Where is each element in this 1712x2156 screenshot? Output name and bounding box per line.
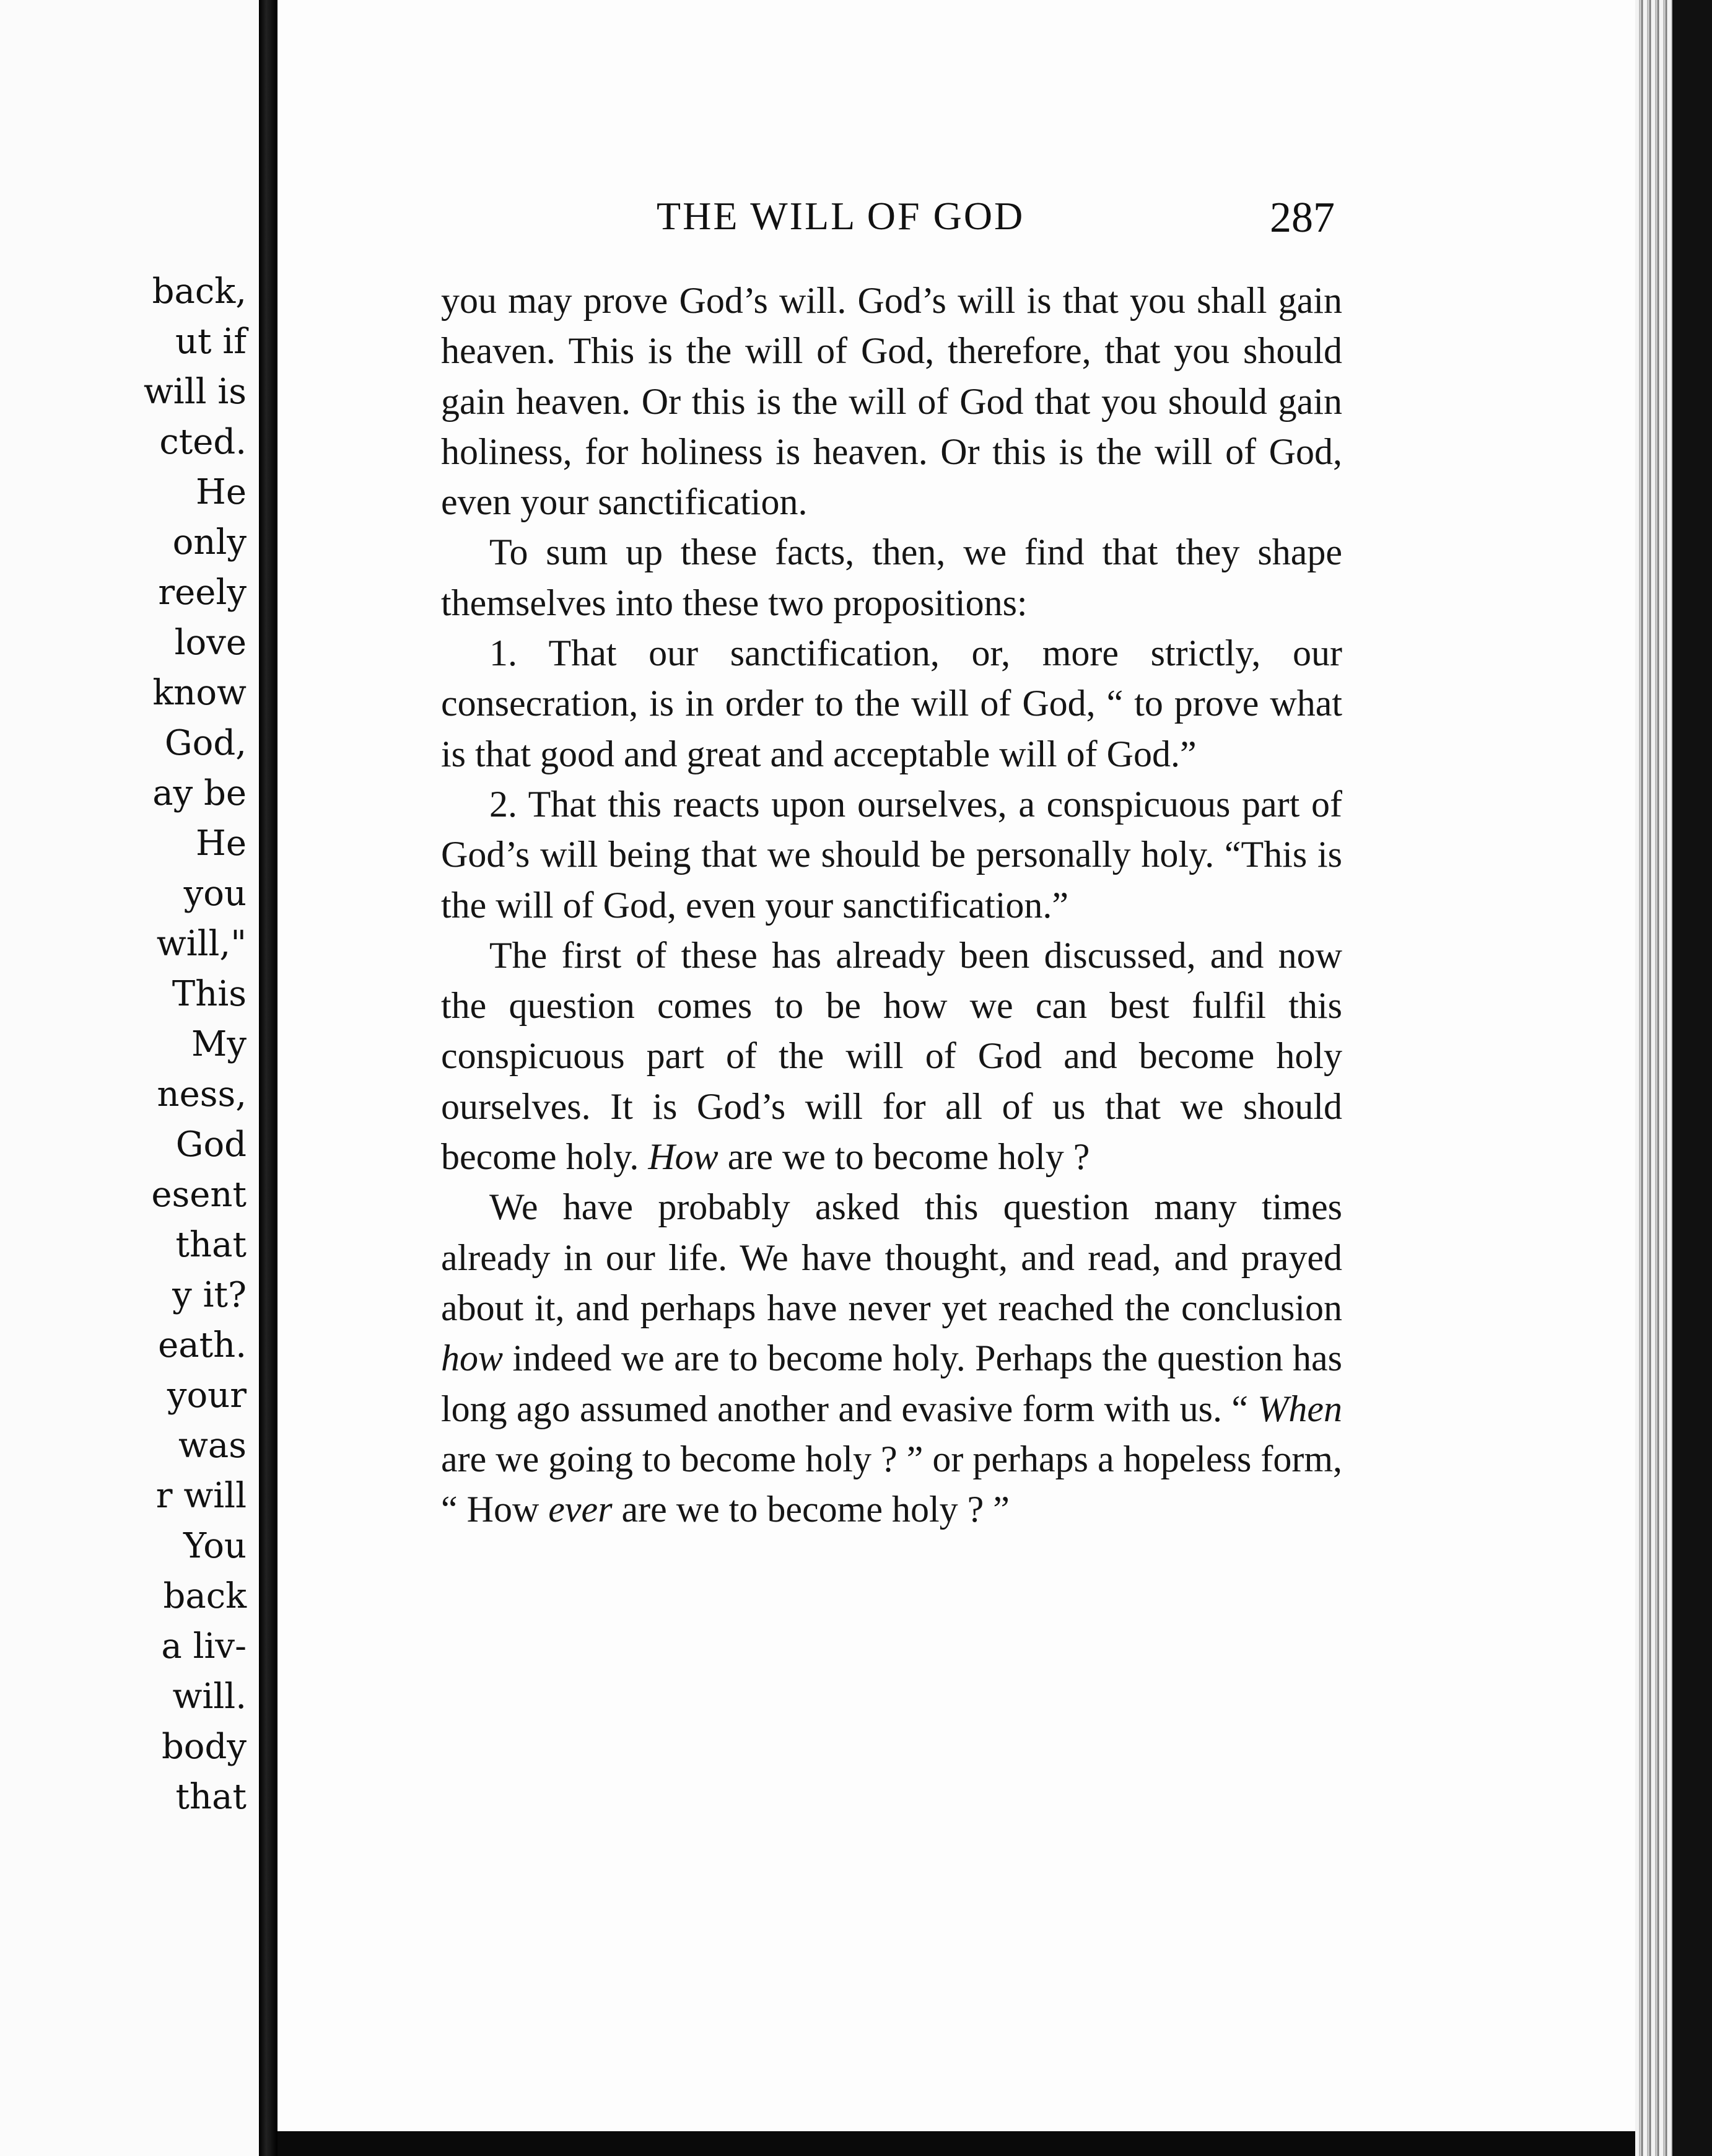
left-line: a liv- xyxy=(161,1626,247,1667)
page-number: 287 xyxy=(1270,194,1335,242)
proposition-2 xyxy=(441,779,1342,931)
left-line: was xyxy=(178,1426,247,1466)
left-line: My xyxy=(191,1024,247,1064)
left-line: that xyxy=(175,1777,247,1817)
running-head: THE WILL OF GOD xyxy=(657,194,1025,238)
paragraph xyxy=(441,276,1342,527)
left-line: ay be xyxy=(152,773,247,813)
italic-emphasis: how xyxy=(441,1338,504,1379)
left-line: God xyxy=(175,1124,247,1165)
left-line: will," xyxy=(156,924,247,964)
left-line: eath. xyxy=(158,1325,247,1365)
paragraph-text: are we to become holy ? xyxy=(718,1136,1090,1178)
book-gutter xyxy=(259,0,277,2156)
left-line: reely xyxy=(158,572,247,613)
proposition-1 xyxy=(441,628,1342,779)
left-line: back xyxy=(163,1576,247,1616)
paragraph-text: We have probably asked this question many times already in our life. We have thought, and read, and prayed about it, and perhaps have never yet reached the conclusion xyxy=(441,1186,1342,1328)
bottom-edge xyxy=(277,2131,1635,2156)
left-line: love xyxy=(174,623,247,663)
paragraph-text: 2. That this reacts upon ourselves, a conspicuous part of God’s will being that we should be personally holy. “This is the will of God, even your sanctification.” xyxy=(441,783,1342,926)
left-line: God, xyxy=(164,723,247,763)
paragraph-text: 1. That our sanctification, or, more strictly, our consecration, is in order to the will of God, “ to prove what is that good and great and acceptable will of God.” xyxy=(441,633,1342,774)
left-line: that xyxy=(175,1225,247,1265)
left-line: will. xyxy=(172,1676,247,1717)
left-page-text xyxy=(0,266,247,1822)
left-line: body xyxy=(161,1727,247,1767)
paragraph-text: you may prove God’s will. God’s will is that you shall gain heaven. This is the will of God, therefore, that you should gain heaven. Or this is the will of God that you should gain holiness, for holiness is heaven. Or this is the will of God, even your sanctification. xyxy=(441,280,1342,523)
left-line: You xyxy=(183,1526,247,1566)
left-page-fragment xyxy=(0,0,259,2156)
italic-emphasis: ever xyxy=(548,1489,613,1530)
paragraph xyxy=(441,527,1342,628)
paragraph-text: are we going to become holy ? ” or perhaps a hopeless form, “ How xyxy=(441,1438,1342,1530)
paragraph-text: To sum up these facts, then, we find that they shape themselves into these two propositions: xyxy=(441,532,1342,623)
left-line: r will xyxy=(155,1476,247,1516)
left-line: your xyxy=(167,1375,247,1416)
left-line: He xyxy=(196,823,247,864)
left-line: ut if xyxy=(175,322,247,362)
italic-emphasis: How xyxy=(648,1136,718,1178)
paragraph-text: are we to become holy ? ” xyxy=(612,1489,1010,1530)
page-edge-shadow xyxy=(1672,0,1712,2156)
left-line: you xyxy=(183,874,247,914)
left-line: know xyxy=(152,673,247,713)
left-line: back, xyxy=(152,271,247,312)
left-line: He xyxy=(196,472,247,512)
paragraph xyxy=(441,1182,1342,1535)
paragraph xyxy=(441,931,1342,1182)
paragraph-text: The first of these has already been discussed, and now the question comes to be how we can best fulfil this conspicuous part of the will of God and become holy ourselves. It is God’s will for all of us that we should become holy. xyxy=(441,934,1342,1178)
left-line: esent xyxy=(151,1175,247,1215)
left-line: only xyxy=(172,522,247,563)
left-line: y it? xyxy=(172,1275,247,1315)
body-text xyxy=(441,276,1342,1535)
italic-emphasis: When xyxy=(1257,1388,1342,1429)
paragraph-text: indeed we are to become holy. Perhaps the question has long ago assumed another and evasive form with us. “ xyxy=(441,1338,1342,1429)
left-line: This xyxy=(172,974,247,1014)
left-line: ness, xyxy=(157,1074,247,1115)
left-line: will is xyxy=(143,372,247,412)
left-line: cted. xyxy=(159,422,247,462)
